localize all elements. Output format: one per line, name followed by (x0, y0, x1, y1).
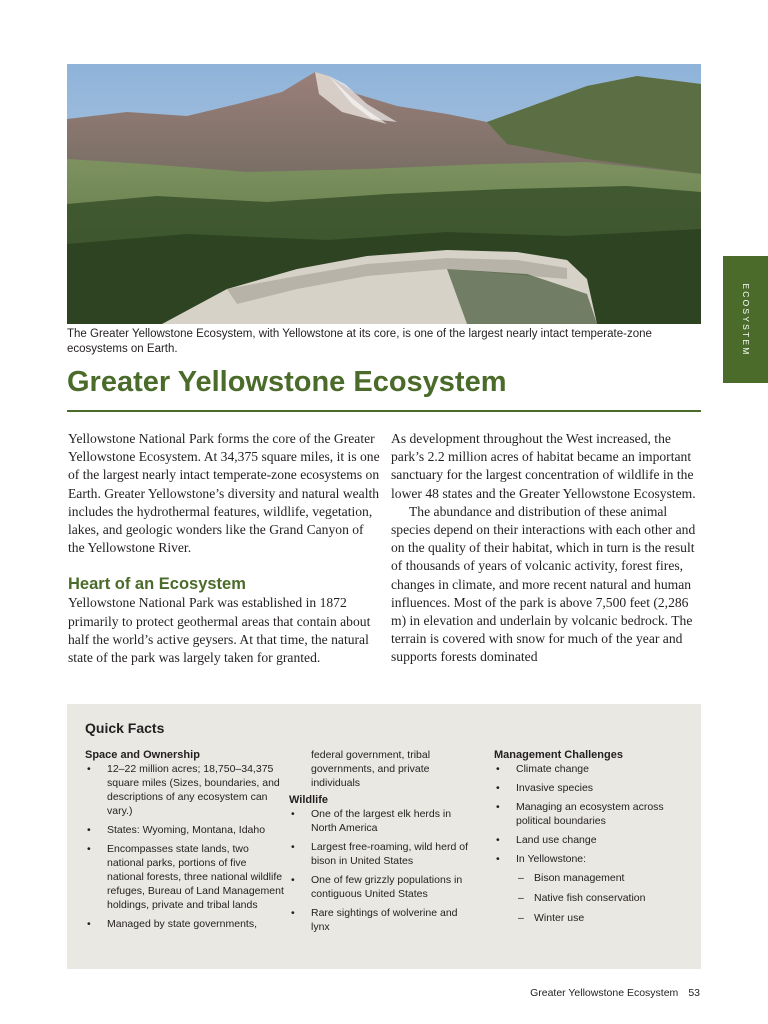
right-paragraph-2: The abundance and distribution of these animal species depend on their interactions with each other and on the quality of their habitat, which in turn is the result of thousands of years of volcanic activity, forest fires, changes in climate, and more recent natural and human influences. Most of the park is above 7,500 feet (2,286 m) in elevation and underlain by volcanic bedrock. The terrain is covered with snow for much of the year and supports forests dominated (391, 503, 696, 665)
sub-list-item: – Native fish conservation (494, 891, 684, 905)
list-item: • One of few grizzly populations in contiguous United States (289, 873, 479, 901)
landscape-photo (67, 64, 701, 324)
list-item: • In Yellowstone: (494, 852, 684, 866)
space-list-continuation: federal government, tribal governments, and private individuals (311, 749, 431, 789)
page-footer (530, 987, 700, 999)
list-item: • Managed by state governments, (85, 917, 285, 931)
page-number: 53 (688, 987, 700, 999)
list-item: • Rare sightings of wolverine and lynx (289, 906, 479, 934)
space-list (85, 762, 285, 931)
list-item: • Climate change (494, 762, 684, 776)
list-item: • Largest free-roaming, wild herd of bison in United States (289, 840, 479, 868)
sub-list-item: – Winter use (494, 911, 684, 925)
page-title: Greater Yellowstone Ecosystem (67, 366, 507, 398)
section-subheading: Heart of an Ecosystem (68, 575, 246, 594)
footer-title: Greater Yellowstone Ecosystem (530, 987, 679, 999)
intro-paragraph: Yellowstone National Park forms the core of the Greater Yellowstone Ecosystem. At 34,375 square miles, it is one of the largest nearly intact temperate-zone ecosystems on Earth. Greater Yellowstone’s diversity and natural wealth includes the hydrothermal features, wildlife, vegetation, lakes, and geologic wonders like the Grand Canyon of the Yellowstone River. (68, 431, 380, 556)
sub-list-item: – Bison management (494, 871, 684, 885)
management-list (494, 762, 684, 925)
list-item: • One of the largest elk herds in North America (289, 807, 479, 835)
list-item: • Encompasses state lands, two national parks, portions of five national forests, three national wildlife refuges, Bureau of Land Management holdings, private and tribal lands (85, 842, 285, 912)
list-item: • Land use change (494, 833, 684, 847)
list-item: • Invasive species (494, 781, 684, 795)
left-column (68, 430, 380, 667)
list-item: • 12–22 million acres; 18,750–34,375 square miles (Sizes, boundaries, and descriptions of any ecosystem can vary.) (85, 762, 285, 818)
right-column (391, 430, 703, 667)
facts-column-management (494, 748, 684, 931)
quick-facts-title: Quick Facts (85, 720, 165, 736)
wildlife-list (289, 807, 479, 934)
section-tab (723, 256, 768, 383)
quick-facts-box (67, 704, 701, 969)
section-tab-label: ECOSYSTEM (740, 282, 751, 357)
list-item: • Managing an ecosystem across political boundaries (494, 800, 684, 828)
right-paragraph-1: As development throughout the West increased, the park’s 2.2 million acres of habitat became an important sanctuary for the largest concentration of wildlife in the lower 48 states and the Greater Yellowstone Ecosystem. (391, 431, 696, 501)
facts-column-wildlife (289, 748, 479, 939)
list-item: • States: Wyoming, Montana, Idaho (85, 823, 285, 837)
title-divider (67, 410, 701, 412)
photo-caption: The Greater Yellowstone Ecosystem, with Yellowstone at its core, is one of the largest nearly intact temperate-zone ecosystems on Earth. (67, 328, 652, 355)
section-paragraph: Yellowstone National Park was established in 1872 primarily to protect geothermal areas that contain about half the world’s active geysers. At that time, the natural state of the park was largely taken for granted. (68, 595, 371, 666)
management-heading: Management Challenges (494, 749, 623, 761)
facts-column-space (85, 748, 285, 936)
space-heading: Space and Ownership (85, 749, 200, 761)
wildlife-heading: Wildlife (289, 794, 329, 806)
